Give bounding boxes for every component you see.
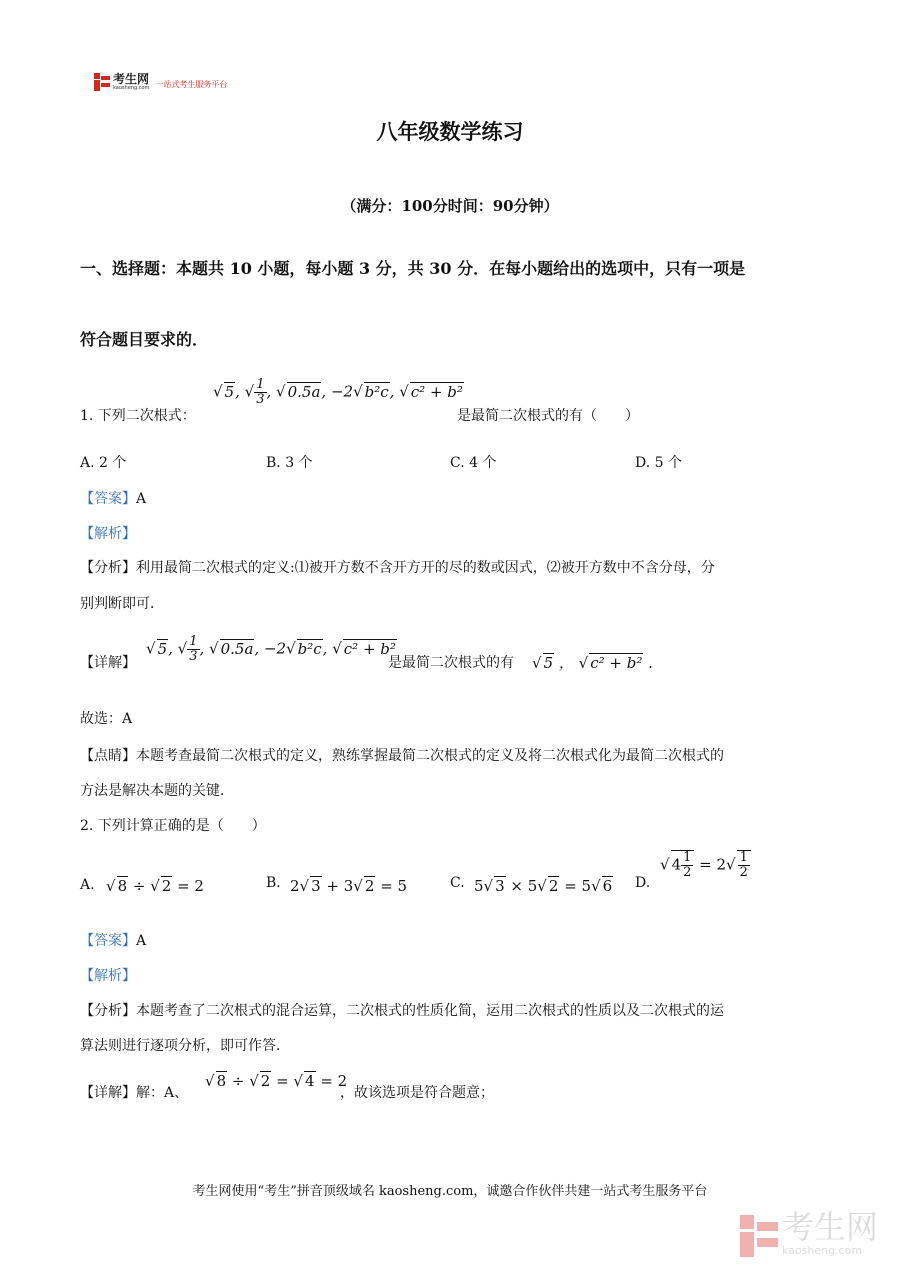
q2-xiangjie — [80, 1083, 188, 1103]
page-subtitle: （满分：100分时间：90分钟） — [341, 197, 559, 215]
q2-option-b-expr: 2√ 3 + 3√ 2 = 5 — [290, 877, 408, 895]
logo-icon — [94, 73, 110, 91]
q1-prefix: 1. 下列二次根式： — [80, 408, 196, 424]
page-footer: 考生网使用“考生”拼音顶级域名 kaosheng.com，诚邀合作伙伴共建一站式考生服务平台 — [192, 1184, 708, 1199]
q2-option-d-label: D. — [635, 875, 651, 891]
answer-tag: 【答案】 — [80, 491, 136, 507]
page-title: 八年级数学练习 — [376, 119, 524, 144]
watermark-name: 考生网 — [781, 1208, 878, 1246]
q2-option-d-expr: √ 4 $\frac{1}{2}$ = 2√ $\frac{1}{2}$ — [660, 850, 751, 880]
q2-option-c-expr: 5√ 3 × 5√ 2 = 5√ 6 — [474, 877, 613, 895]
xiangjie-prefix: 解：A、 — [136, 1085, 189, 1101]
q1-choose: 故选：A — [80, 711, 133, 727]
q2-fenxi-line2: 算法则进行逐项分析，即可作答． — [80, 1038, 290, 1054]
q2-xiangjie-expr: √ 8 ÷ √ 2 = √ 4 = 2 — [205, 1072, 348, 1090]
q1-option-a: A. 2 个 — [80, 455, 127, 471]
dianjing-text: 本题考查最简二次根式的定义，熟练掌握最简二次根式的定义及将二次根式化为最简二次根式的 — [136, 748, 724, 764]
q2-stem: 2. 下列计算正确的是（ ） — [80, 818, 266, 834]
q2-option-b-label: B. — [266, 875, 281, 891]
q1-option-d: D. 5 个 — [635, 455, 682, 471]
q2-analysis-tag: 【解析】 — [80, 968, 136, 984]
q1-xiangjie-tag: 【详解】 — [80, 655, 136, 671]
answer-value: A — [136, 933, 147, 949]
q1-xiangjie-mid: 是最简二次根式的有 — [388, 655, 514, 671]
logo-name: 考生网 — [113, 72, 150, 86]
section-heading-line2: 符合题目要求的． — [80, 330, 209, 349]
watermark — [740, 1210, 878, 1257]
q1-option-b: B. 3 个 — [266, 455, 313, 471]
q2-xiangjie-suffix: ，故该选项是符合题意； — [340, 1085, 494, 1101]
q1-fenxi-line2: 别判断即可． — [80, 596, 164, 612]
q1-analysis-tag: 【解析】 — [80, 526, 136, 542]
fenxi-tag: 【分析】 — [80, 560, 136, 576]
q2-option-a-expr: √ 8 ÷ √ 2 = 2 — [106, 877, 204, 895]
q1-xiangjie-result: √ 5 ， √ c² + b² . — [532, 654, 653, 672]
fenxi-tag: 【分析】 — [80, 1003, 136, 1019]
fenxi-text: 利用最简二次根式的定义:⑴被开方数不含开方开的尽的数或因式，⑵被开方数中不含分母，分 — [136, 560, 715, 576]
answer-tag: 【答案】 — [80, 933, 136, 949]
brand-logo — [94, 72, 227, 92]
q1-answer — [80, 489, 146, 509]
q2-fenxi-line1 — [80, 1001, 724, 1021]
q1-option-c: C. 4 个 — [450, 455, 497, 471]
q1-radicals: √ 5, √ $\frac{1}{3}$ , √ 0.5a, −2√ b²c, √ c² + b² — [213, 377, 463, 407]
watermark-domain: kaosheng.com — [781, 1244, 863, 1257]
dianjing-tag: 【点睛】 — [80, 748, 136, 764]
answer-value: A — [136, 491, 147, 507]
watermark-logo-icon — [740, 1215, 778, 1257]
q2-answer — [80, 931, 146, 951]
q2-option-c-label: C. — [450, 875, 465, 891]
fenxi-text: 本题考查了二次根式的混合运算，二次根式的性质化简，运用二次根式的性质以及二次根式的运 — [136, 1003, 724, 1019]
q1-fenxi-line1 — [80, 558, 715, 578]
section-heading-line1: 一、选择题：本题共 10 小题，每小题 3 分，共 30 分．在每小题给出的选项中，只有一项是 — [80, 259, 746, 278]
q1-xiangjie-radicals: √ 5, √ $\frac{1}{3}$ , √ 0.5a, −2√ b²c, √ c² + b² — [146, 634, 396, 664]
q1-dianjing-line1 — [80, 746, 724, 766]
q1-suffix: 是最简二次根式的有（ ） — [457, 408, 639, 424]
logo-slogan: 一站式考生服务平台 — [155, 79, 228, 89]
logo-domain: kaosheng.com — [113, 85, 150, 91]
q2-option-a-label: A. — [80, 877, 95, 893]
q1-dianjing-line2: 方法是解决本题的关键． — [80, 783, 234, 799]
xiangjie-tag: 【详解】 — [80, 1085, 136, 1101]
